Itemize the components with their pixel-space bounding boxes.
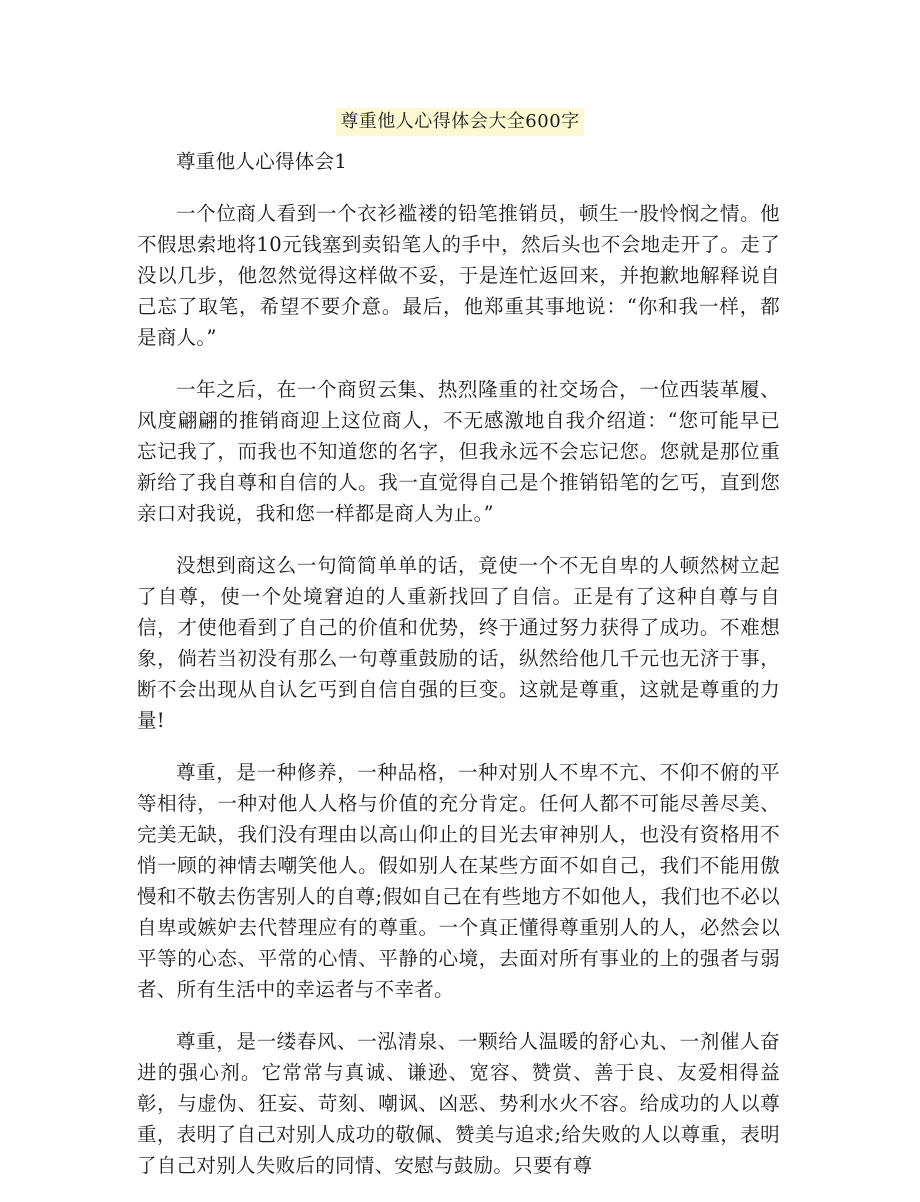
paragraph: 一个位商人看到一个衣衫褴褛的铅笔推销员，顿生一股怜悯之情。他不假思索地将10元钱塞到卖铅笔人的手中，然后头也不会地走开了。走了没以几步，他忽然觉得这样做不妥，于是连忙返回来，并抱歉地解释说自己忘了取笔，希望不要介意。最后，他郑重其事地说：“你和我一样，都是商人。” bbox=[137, 202, 780, 349]
section-heading: 尊重他人心得体会1 bbox=[176, 150, 348, 173]
paragraph: 一年之后，在一个商贸云集、热烈隆重的社交场合，一位西装革履、风度翩翩的推销商迎上这位商人，不无感激地自我介绍道：“您可能早已忘记我了，而我也不知道您的名字，但我永远不会忘记您。您就是那位重新给了我自尊和自信的人。我一直觉得自己是个推销铅笔的乞丐，直到您亲口对我说，我和您一样都是商人为止。” bbox=[137, 378, 780, 525]
document-body bbox=[137, 146, 780, 1202]
paragraph: 尊重，是一缕春风、一泓清泉、一颗给人温暖的舒心丸、一剂催人奋进的强心剂。它常常与真诚、谦逊、宽容、赞赏、善于良、友爱相得益彰，与虚伪、狂妄、苛刻、嘲讽、凶恶、势利水火不容。给成功的人以尊重，表明了自己对别人成功的敬佩、赞美与追求;给失败的人以尊重，表明了自己对别人失败后的同情、安慰与鼓励。只要有尊 bbox=[137, 1030, 780, 1177]
document-title: 尊重他人心得体会大全600字 bbox=[336, 108, 583, 136]
paragraph: 没想到商这么一句简简单单的话，竟使一个不无自卑的人顿然树立起了自尊，使一个处境窘迫的人重新找回了自信。正是有了这种自尊与自信，才使他看到了自己的价值和优势，终于通过努力获得了成功。不难想象，倘若当初没有那么一句尊重鼓励的话，纵然给他几千元也无济于事，断不会出现从自认乞丐到自信自强的巨变。这就是尊重，这就是尊重的力量! bbox=[137, 554, 780, 732]
title-wrapper bbox=[0, 108, 920, 136]
paragraph: 尊重，是一种修养，一种品格，一种对别人不卑不亢、不仰不俯的平等相待，一种对他人人格与价值的充分肯定。任何人都不可能尽善尽美、完美无缺，我们没有理由以高山仰止的目光去审神别人，也没有资格用不悄一顾的神情去嘲笑他人。假如别人在某些方面不如自己，我们不能用傲慢和不敬去伤害别人的自尊;假如自己在有些地方不如他人，我们也不必以自卑或嫉妒去代替理应有的尊重。一个真正懂得尊重别人的人，必然会以平等的心态、平常的心情、平静的心境，去面对所有事业的上的强者与弱者、所有生活中的幸运者与不幸者。 bbox=[137, 761, 780, 1001]
